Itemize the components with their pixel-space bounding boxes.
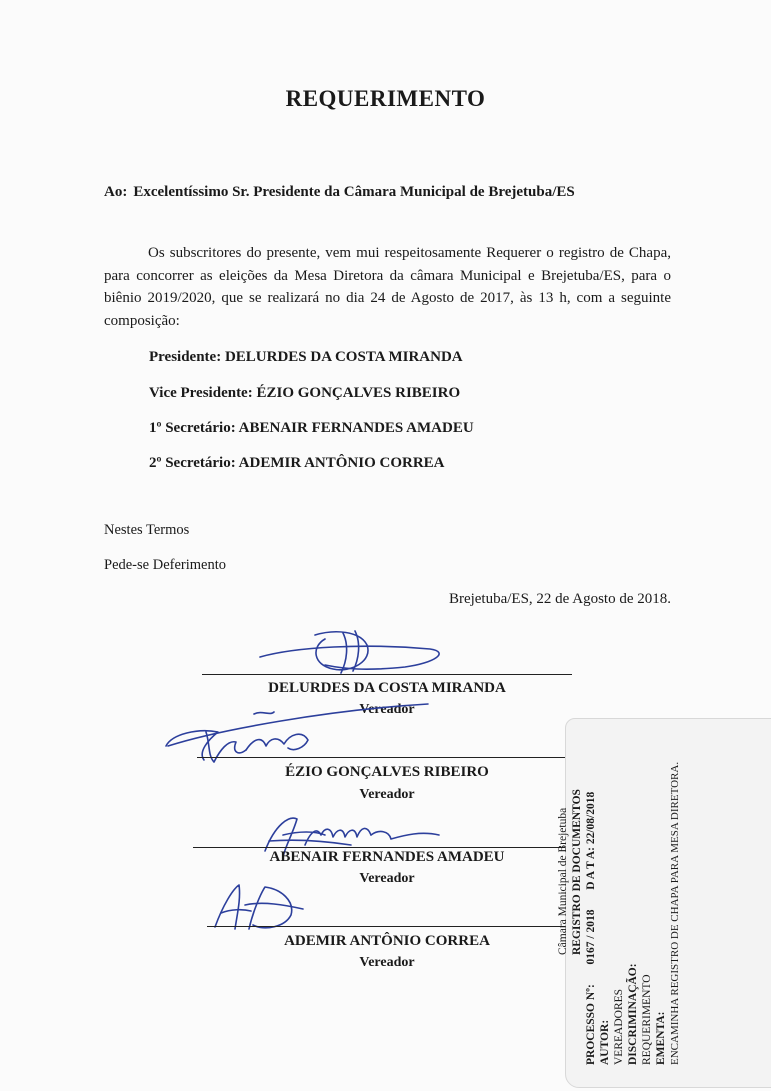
signature-line-2 bbox=[197, 757, 572, 758]
stamp-process-row bbox=[584, 725, 598, 1065]
signature-line-3 bbox=[193, 847, 573, 848]
member-role: 2º Secretário: bbox=[149, 455, 236, 471]
member-role: Vice Presidente: bbox=[149, 385, 253, 401]
signature-line-1 bbox=[202, 674, 572, 675]
registration-stamp-text bbox=[556, 725, 752, 1065]
addressee-label: Ao: bbox=[104, 184, 128, 200]
member-first-secretary bbox=[149, 420, 474, 437]
member-name: ADEMIR ANTÔNIO CORREA bbox=[238, 455, 445, 471]
signatory-1-name: DELURDES DA COSTA MIRANDA bbox=[268, 680, 506, 696]
closing-pede-deferimento: Pede-se Deferimento bbox=[104, 557, 226, 573]
member-president bbox=[149, 349, 463, 366]
stamp-discrimination-label: DISCRIMINAÇÃO: bbox=[627, 963, 639, 1065]
stamp-process-sep: / bbox=[585, 935, 597, 939]
signatory-3-name: ABENAIR FERNANDES AMADEU bbox=[269, 849, 505, 865]
signature-2-scribble bbox=[158, 690, 438, 770]
member-second-secretary bbox=[149, 455, 445, 472]
stamp-process-label: PROCESSO Nº: bbox=[585, 984, 597, 1065]
signatory-3-role: Vereador bbox=[359, 871, 415, 886]
member-name: ÉZIO GONÇALVES RIBEIRO bbox=[256, 385, 461, 401]
member-vice-president bbox=[149, 385, 460, 402]
signature-line-4 bbox=[207, 926, 573, 927]
stamp-ementa-value: ENCAMINHA REGISTRO DE CHAPA PARA MESA DIRETORA. bbox=[669, 761, 681, 1065]
stamp-institution: Câmara Municipal de Brejetuba bbox=[557, 807, 569, 955]
body-paragraph: Os subscritores do presente, vem mui respeitosamente Requerer o registro de Chapa, para concorrer as eleições da Mesa Diretora da câmara Municipal e Brejetuba/ES, para o biênio 2019/2020, que se realizará no dia 24 de Agosto de 2017, às 13 h, com a seguinte composição: bbox=[104, 245, 671, 329]
member-role: 1º Secretário: bbox=[149, 420, 236, 436]
signature-1-scribble bbox=[255, 625, 455, 680]
signatory-1-role: Vereador bbox=[359, 702, 415, 717]
signatory-2-role: Vereador bbox=[359, 787, 415, 802]
member-name: DELURDES DA COSTA MIRANDA bbox=[224, 349, 463, 365]
signatory-2-name: ÉZIO GONÇALVES RIBEIRO bbox=[285, 764, 489, 780]
closing-nestes-termos: Nestes Termos bbox=[104, 522, 190, 538]
stamp-heading: REGISTRO DE DOCUMENTOS bbox=[571, 789, 583, 955]
stamp-ementa-label: EMENTA: bbox=[655, 1011, 667, 1065]
addressee-text: Excelentíssimo Sr. Presidente da Câmara Municipal de Brejetuba/ES bbox=[133, 184, 575, 200]
stamp-process-number: 0167 bbox=[585, 941, 597, 965]
stamp-date-label: D A T A: bbox=[585, 847, 597, 890]
registration-stamp bbox=[557, 718, 771, 1088]
stamp-date-value: 22/08/2018 bbox=[585, 791, 597, 845]
stamp-process-year: 2018 bbox=[585, 909, 597, 933]
stamp-discrimination-value: REQUERIMENTO bbox=[641, 974, 653, 1065]
addressee-line bbox=[104, 184, 575, 201]
stamp-author-value: VEREADORES bbox=[613, 988, 625, 1065]
signatory-4-role: Vereador bbox=[359, 955, 415, 970]
stamp-author-label: AUTOR: bbox=[599, 1019, 611, 1065]
member-role: Presidente: bbox=[149, 349, 222, 365]
signatory-4-name: ADEMIR ANTÔNIO CORREA bbox=[284, 933, 490, 949]
place-date: Brejetuba/ES, 22 de Agosto de 2018. bbox=[448, 591, 671, 607]
document-title: REQUERIMENTO bbox=[285, 86, 486, 111]
member-name: ABENAIR FERNANDES AMADEU bbox=[238, 420, 474, 436]
